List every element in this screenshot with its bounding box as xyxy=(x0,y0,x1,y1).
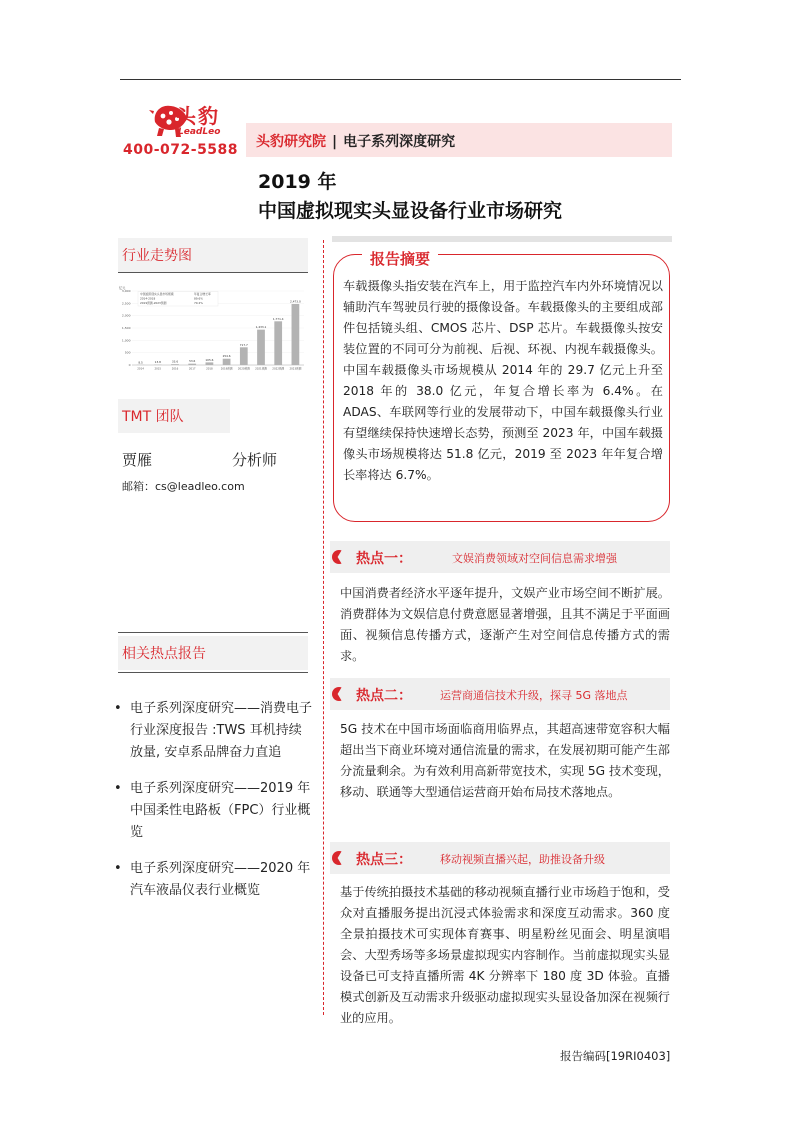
chart-bar xyxy=(240,347,248,365)
report-year: 2019 年 xyxy=(258,171,337,193)
series-category: 电子系列深度研究 xyxy=(343,134,456,150)
chart-data-label: 2,473.0 xyxy=(290,299,301,304)
summary-top-bar xyxy=(332,236,672,242)
chart-ytick-label: 2,500 xyxy=(121,301,131,306)
chart-xtick-label: 2017 xyxy=(188,367,196,371)
chart-ytick-label: 1,500 xyxy=(121,326,131,330)
chart-bar xyxy=(188,364,196,365)
bullet-icon: • xyxy=(114,701,122,716)
related-report-title: 电子系列深度研究——2019 年中国柔性电路板（FPC）行业概览 xyxy=(130,781,311,840)
brand-name-en: LeadLeo xyxy=(178,127,221,137)
chart-xtick-label: 2019预测 xyxy=(220,367,233,371)
chart-ytick-label: 0 xyxy=(128,363,131,367)
chart-xtick-label: 2014 xyxy=(137,367,144,371)
chart-data-label: 13.8 xyxy=(154,360,161,365)
related-report-title: 电子系列深度研究——消费电子行业深度报告 :TWS 耳机持续放量, 安卓系品牌奋力直追 xyxy=(130,701,313,760)
series-heading xyxy=(256,131,455,151)
chart-xtick-label: 2016 xyxy=(171,367,179,371)
chart-data-label: 1,433.1 xyxy=(255,325,267,330)
report-code: 报告编码[19RI0403] xyxy=(560,1049,671,1063)
hotspot-marker-icon xyxy=(332,851,346,865)
chart-legend-value: 年复合增长率 xyxy=(194,292,211,296)
hotspot-1-text: 中国消费者经济水平逐年提升，文娱产业市场空间不断扩展。消费群体为文娱信息付费意愿显著增强，且其不满足于平面画面、视频信息传播方式，逐渐产生对空间信息传播方式的需求。 xyxy=(340,586,670,663)
chart-legend-value: 89.6% xyxy=(194,296,203,301)
chart-xtick-label: 2023预测 xyxy=(289,367,302,371)
related-report-item[interactable] xyxy=(112,858,312,902)
hotspot-2-bar xyxy=(330,678,670,710)
hotspot-2-label: 热点二： xyxy=(356,688,412,704)
column-divider xyxy=(323,240,324,1015)
chart-bar xyxy=(223,359,231,365)
chart-bar xyxy=(292,304,300,365)
chart-ytick-label: 1,000 xyxy=(121,338,131,343)
chart-ytick-label: 500 xyxy=(124,350,131,355)
chart-bar xyxy=(206,362,214,365)
chart-data-label: 254.6 xyxy=(222,354,231,359)
summary-tag: 报告摘要 xyxy=(362,246,438,271)
phone-number: 400-072-5588 xyxy=(123,142,239,158)
trend-heading-bar xyxy=(118,238,308,272)
chart-xtick-label: 2018 xyxy=(206,367,213,371)
related-bottom-rule xyxy=(118,672,308,673)
hotspot-3-topic: 移动视频直播兴起，助推设备升级 xyxy=(440,853,605,866)
series-separator: | xyxy=(332,134,338,150)
chart-bar xyxy=(257,330,265,365)
chart-data-label: 105.6 xyxy=(205,357,214,362)
hotspot-2-text: 5G 技术在中国市场面临商用临界点，其超高速带宽容积大幅超出当下商业环境对通信流量的需求，在发展初期可能产生部分流量剩余。为有效利用高新带宽技术，实现 5G 技术变现，移动、联通等大型通信运营商开始布局技术落地点。 xyxy=(340,722,670,799)
chart-data-label: 1,771.4 xyxy=(272,316,284,321)
bullet-icon: • xyxy=(114,861,122,876)
top-rule xyxy=(120,79,681,80)
trend-heading: 行业走势图 xyxy=(122,248,192,264)
chart-xtick-label: 2015 xyxy=(154,367,162,371)
chart-data-label: 8.5 xyxy=(138,360,143,365)
chart-legend-label: 2019预测-2023预测 xyxy=(140,301,167,305)
related-report-list xyxy=(112,698,312,916)
chart-bar xyxy=(171,364,179,365)
chart-legend-label: 中国虚拟现实头显市场规模 xyxy=(140,292,174,296)
team-heading-bar xyxy=(118,399,230,433)
hotspot-marker-icon xyxy=(332,687,346,701)
hotspot-2-topic: 运营商通信技术升级，探寻 5G 落地点 xyxy=(440,689,628,702)
page-title: 中国虚拟现实头显设备行业市场研究 xyxy=(258,200,563,222)
chart-data-label: 33.6 xyxy=(171,359,179,364)
chart-legend-label: 2014-2018 xyxy=(140,296,156,301)
team-heading: TMT 团队 xyxy=(122,409,184,425)
related-top-rule xyxy=(118,632,308,633)
related-report-item[interactable] xyxy=(112,778,312,844)
summary-text: 车载摄像头指安装在汽车上，用于监控汽车内外环境情况以辅助汽车驾驶员行驶的摄像设备。车载摄像头的主要组成部件包括镜头组、CMOS 芯片、DSP 芯片。车载摄像头按安装位置的不同可分为前视、后视、环视、内视车载摄像头。中国车载摄像头市场规模从 2014 年的 29.7 亿元上升至 2018 年的 38.0 亿元，年复合增长率为 6.4%。在 ADAS、车联网等行业的发展带动下，中国车载摄像头行业有望继续保持快速增长态势，预测至 2023 年，中国车载摄像头市场规模将达 51.8 亿元，2019 至 2023 年年复合增长率将达 6.7%。 xyxy=(343,279,663,482)
chart-data-label: 53.6 xyxy=(189,359,196,364)
related-heading-bar xyxy=(118,636,308,670)
chart-ytick-label: 2,000 xyxy=(121,313,131,318)
chart-ylabel: 亿元 xyxy=(119,286,126,290)
trend-chart xyxy=(118,283,308,373)
chart-xtick-label: 2021预测 xyxy=(255,367,267,371)
hotspot-3-bar xyxy=(330,842,670,874)
chart-ytick-label: 3,000 xyxy=(121,289,131,293)
chart-xtick-label: 2020预测 xyxy=(237,367,250,371)
bullet-icon: • xyxy=(114,781,122,796)
hotspot-3-text: 基于传统拍摄技术基础的移动视频直播行业市场趋于饱和，受众对直播服务提出沉浸式体验需求和深度互动需求。360 度全景拍摄技术可实现体育赛事、明星粉丝见面会、明星演唱会、大型秀场等多场景虚拟现实内容制作。当前虚拟现实头显设备已可支持直播所需 4K 分辨率下 180 度 3D 体验。直播模式创新及互动需求升级驱动虚拟现实头显设备加深在视频行业的应用。 xyxy=(340,885,670,1025)
hotspot-1-bar xyxy=(330,541,670,573)
chart-xtick-label: 2022预测 xyxy=(272,367,285,371)
analyst-role: 分析师 xyxy=(232,451,278,469)
related-report-title: 电子系列深度研究——2020 年汽车液晶仪表行业概览 xyxy=(130,861,311,898)
hotspot-1-topic: 文娱消费领域对空间信息需求增强 xyxy=(452,552,617,565)
brand-name: 头豹 xyxy=(176,104,220,128)
related-report-item[interactable] xyxy=(112,698,312,764)
analyst-name: 贾雁 xyxy=(122,451,153,469)
trend-heading-rule xyxy=(118,272,308,273)
analyst-email[interactable]: 邮箱：cs@leadleo.com xyxy=(122,480,245,493)
chart-data-label: 717.7 xyxy=(239,342,248,347)
hotspot-1-label: 热点一： xyxy=(356,551,412,567)
series-org: 头豹研究院 xyxy=(256,134,326,150)
chart-bar xyxy=(274,321,282,365)
hotspot-3-label: 热点三： xyxy=(356,852,412,868)
related-heading: 相关热点报告 xyxy=(122,646,206,662)
chart-legend-value: 70.2% xyxy=(194,301,203,305)
hotspot-marker-icon xyxy=(332,550,346,564)
